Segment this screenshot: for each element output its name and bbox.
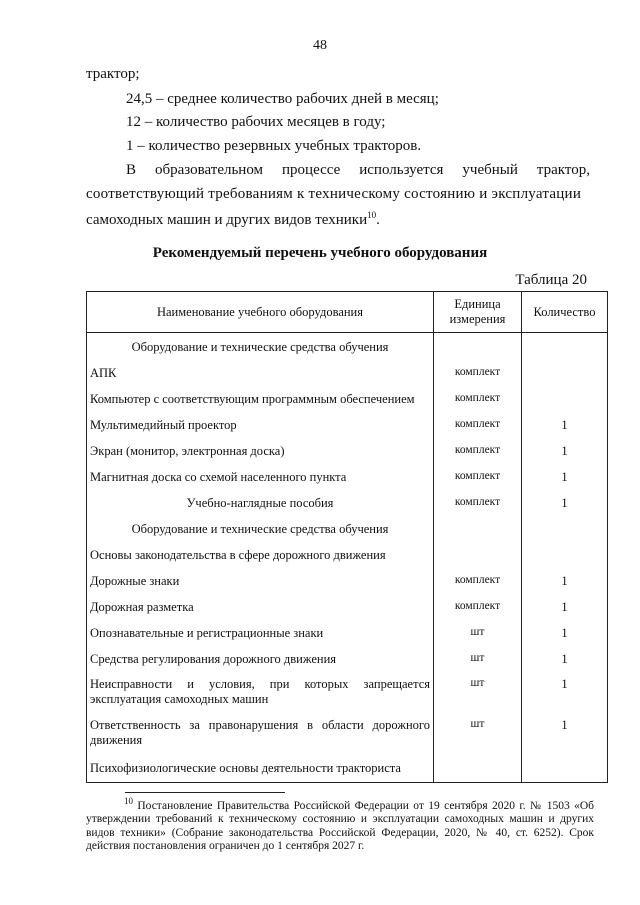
- paragraph-word: учебный: [462, 162, 518, 178]
- cell-unit: шт: [434, 671, 522, 712]
- cell-unit: шт: [434, 645, 522, 671]
- cell-unit: шт: [434, 712, 522, 753]
- text-line: 12 – количество рабочих месяцев в году;: [126, 114, 386, 130]
- cell-unit: комплект: [434, 385, 522, 411]
- table-row: [87, 671, 608, 712]
- cell-unit: [434, 515, 522, 541]
- cell-unit: комплект: [434, 359, 522, 385]
- cell-quantity: [522, 541, 608, 567]
- paragraph-end: .: [376, 212, 380, 228]
- table-row: [87, 567, 608, 593]
- cell-quantity: 1: [522, 712, 608, 753]
- table-row: [87, 541, 608, 567]
- footnote-divider: [125, 792, 285, 793]
- table-header-row: [87, 292, 608, 333]
- paragraph-word: трактор,: [536, 162, 590, 178]
- cell-name: Оборудование и технические средства обучения: [87, 333, 434, 359]
- table-row: [87, 712, 608, 753]
- cell-name: Экран (монитор, электронная доска): [87, 437, 434, 463]
- cell-name: Учебно-наглядные пособия: [87, 489, 434, 515]
- paragraph-word: В: [126, 162, 137, 178]
- table-row: [87, 489, 608, 515]
- paragraph-line: [86, 210, 380, 229]
- cell-unit: комплект: [434, 489, 522, 515]
- table-row: [87, 359, 608, 385]
- paragraph-line: [126, 162, 590, 179]
- cell-quantity: 1: [522, 671, 608, 712]
- cell-unit: комплект: [434, 463, 522, 489]
- footnote-reference: 10: [367, 210, 377, 220]
- cell-name: Средства регулирования дорожного движения: [87, 645, 434, 671]
- cell-quantity: 1: [522, 619, 608, 645]
- cell-name: Опознавательные и регистрационные знаки: [87, 619, 434, 645]
- cell-name: Мультимедийный проектор: [87, 411, 434, 437]
- cell-quantity: 1: [522, 645, 608, 671]
- cell-quantity: 1: [522, 489, 608, 515]
- cell-unit: шт: [434, 619, 522, 645]
- cell-quantity: 1: [522, 463, 608, 489]
- cell-unit: комплект: [434, 437, 522, 463]
- table-row: [87, 333, 608, 359]
- cell-name: Компьютер с соответствующим программным обеспечением: [87, 385, 434, 411]
- cell-unit: [434, 541, 522, 567]
- cell-quantity: [522, 359, 608, 385]
- cell-unit: комплект: [434, 567, 522, 593]
- cell-quantity: 1: [522, 411, 608, 437]
- cell-unit: комплект: [434, 593, 522, 619]
- cell-unit: [434, 753, 522, 783]
- footnote-text: Постановление Правительства Российской Федерации от 19 сентября 2020 г. № 1503 «Об утверждении требований к техническому состоянию и эксплуатации самоходных машин и других видов техники» (Собрание законодательства Российской Федерации, 2020, № 40, ст. 6252). Срок действия постановления ограничен до 1 сентября 2027 г.: [86, 799, 595, 853]
- text-line: 24,5 – среднее количество рабочих дней в месяц;: [126, 91, 439, 107]
- cell-quantity: [522, 753, 608, 783]
- table-row: [87, 437, 608, 463]
- section-heading: Рекомендуемый перечень учебного оборудования: [152, 245, 488, 261]
- cell-quantity: 1: [522, 567, 608, 593]
- cell-name: Ответственность за правонарушения в области дорожного движения: [87, 712, 434, 753]
- cell-quantity: [522, 515, 608, 541]
- paragraph-word: используется: [359, 162, 444, 178]
- cell-name: Неисправности и условия, при которых запрещается эксплуатация самоходных машин: [87, 671, 434, 712]
- header-quantity: Количество: [522, 292, 608, 333]
- table-row: [87, 515, 608, 541]
- table-row: [87, 411, 608, 437]
- paragraph-line: соответствующий требованиям к техническому состоянию и эксплуатации: [86, 186, 582, 202]
- table-row: [87, 753, 608, 783]
- cell-name: Психофизиологические основы деятельности тракториста: [87, 753, 434, 783]
- text-line: трактор;: [86, 66, 140, 82]
- table-row: [87, 385, 608, 411]
- cell-quantity: 1: [522, 437, 608, 463]
- paragraph-word: образовательном: [154, 162, 264, 178]
- text-line: 1 – количество резервных учебных тракторов.: [126, 138, 422, 154]
- equipment-table: [86, 291, 608, 783]
- footnote-number: 10: [124, 796, 133, 806]
- cell-name: АПК: [87, 359, 434, 385]
- table-row: [87, 463, 608, 489]
- cell-name: Дорожная разметка: [87, 593, 434, 619]
- table-row: [87, 593, 608, 619]
- page-number: 48: [313, 38, 327, 53]
- cell-unit: комплект: [434, 411, 522, 437]
- cell-unit: [434, 333, 522, 359]
- cell-quantity: [522, 333, 608, 359]
- cell-name: Оборудование и технические средства обучения: [87, 515, 434, 541]
- cell-name: Магнитная доска со схемой населенного пункта: [87, 463, 434, 489]
- cell-name: Основы законодательства в сфере дорожного движения: [87, 541, 434, 567]
- cell-quantity: 1: [522, 593, 608, 619]
- cell-quantity: [522, 385, 608, 411]
- header-name: Наименование учебного оборудования: [87, 292, 434, 333]
- paragraph-word: процессе: [282, 162, 341, 178]
- header-unit: Единица измерения: [434, 292, 522, 333]
- table-row: [87, 645, 608, 671]
- cell-name: Дорожные знаки: [87, 567, 434, 593]
- table-row: [87, 619, 608, 645]
- footnote: [86, 795, 594, 854]
- paragraph-text: самоходных машин и других видов техники: [86, 212, 368, 228]
- table-caption: Таблица 20: [515, 272, 587, 288]
